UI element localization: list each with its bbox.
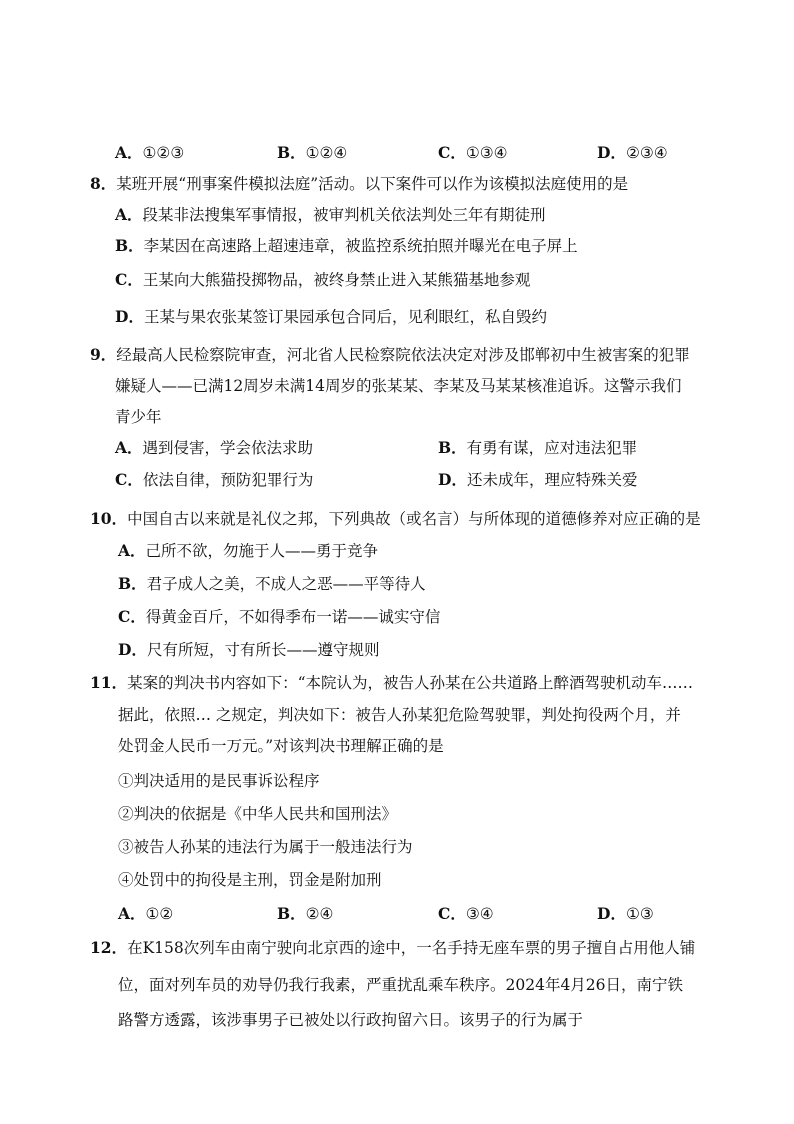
q8-option-d: D．王某与果农张某签订果园承包合同后，见利眼红，私自毁约 — [115, 307, 547, 326]
q11-statement-4: ④处罚中的拘役是主刑，罚金是附加刑 — [118, 871, 382, 889]
q9-option-d: D．还未成年，理应特殊关爱 — [438, 470, 638, 489]
q10-option-c: C．得黄金百斤，不如得季布一诺——诚实守信 — [118, 607, 441, 626]
q11-stem-line-2: 据此，依照… 之规定，判决如下：被告人孙某犯危险驾驶罪，判处拘役两个月，并 — [118, 706, 681, 724]
q10-option-b: B．君子成人之美，不成人之恶——平等待人 — [118, 574, 426, 593]
q11-stem-line-3: 处罚金人民币一万元。”对该判决书理解正确的是 — [118, 737, 444, 755]
q8-option-a: A．段某非法搜集军事情报，被审判机关依法判处三年有期徒刑 — [115, 205, 546, 224]
q11-statement-1: ①判决适用的是民事诉讼程序 — [118, 772, 320, 790]
q11-option-a: A．①② — [118, 904, 174, 923]
q9-option-a: A．遇到侵害，学会依法求助 — [115, 438, 314, 457]
q9-option-b: B．有勇有谋，应对违法犯罪 — [438, 438, 638, 457]
q11-option-b: B．②④ — [277, 904, 334, 923]
q9-option-c: C．依法自律，预防犯罪行为 — [115, 470, 314, 489]
q8-option-c: C．王某向大熊猫投掷物品，被终身禁止进入某熊猫基地参观 — [115, 270, 531, 289]
q12-stem-line-3: 路警方透露，该涉事男子已被处以行政拘留六日。该男子的行为属于 — [118, 1011, 584, 1029]
q12-stem-line-2: 位，面对列车员的劝导仍我行我素，严重扰乱乘车秩序。2024年4月26日，南宁铁 — [118, 976, 684, 994]
q7-option-a: A．①②③ — [115, 143, 185, 162]
q7-option-d: D．②③④ — [597, 143, 668, 162]
q11-option-c: C．③④ — [438, 904, 494, 923]
q8-option-b: B．李某因在高速路上超速违章，被监控系统拍照并曝光在电子屏上 — [115, 236, 578, 255]
q11-option-d: D．①③ — [597, 904, 654, 923]
q10-stem: 10．中国自古以来就是礼仪之邦，下列典故（或名言）与所体现的道德修养对应正确的是 — [90, 509, 701, 528]
q11-statement-2: ②判决的依据是《中华人民共和国刑法》 — [118, 805, 398, 823]
q7-option-b: B．①②④ — [277, 143, 348, 162]
q9-stem-line-2: 嫌疑人——已满12周岁未满14周岁的张某某、李某及马某某核准追诉。这警示我们 — [115, 377, 682, 395]
q11-statement-3: ③被告人孙某的违法行为属于一般违法行为 — [118, 838, 413, 856]
q10-option-a: A．己所不欲，勿施于人——勇于竞争 — [118, 541, 379, 560]
q12-stem-line-1: 12．在K158次列车由南宁驶向北京西的途中，一名手持无座车票的男子擅自占用他人铺 — [90, 938, 696, 957]
q9-stem-line-3: 青少年 — [115, 408, 162, 426]
q8-stem: 8．某班开展“刑事案件模拟法庭”活动。以下案件可以作为该模拟法庭使用的是 — [90, 174, 629, 193]
q7-option-c: C．①③④ — [438, 143, 508, 162]
q10-option-d: D．尺有所短，寸有所长——遵守规则 — [118, 640, 380, 659]
q11-stem-line-1: 11．某案的判决书内容如下：“本院认为，被告人孙某在公共道路上醉酒驾驶机动车…… — [90, 673, 694, 692]
q9-stem-line-1: 9．经最高人民检察院审查，河北省人民检察院依法决定对涉及邯郸初中生被害案的犯罪 — [90, 345, 690, 364]
